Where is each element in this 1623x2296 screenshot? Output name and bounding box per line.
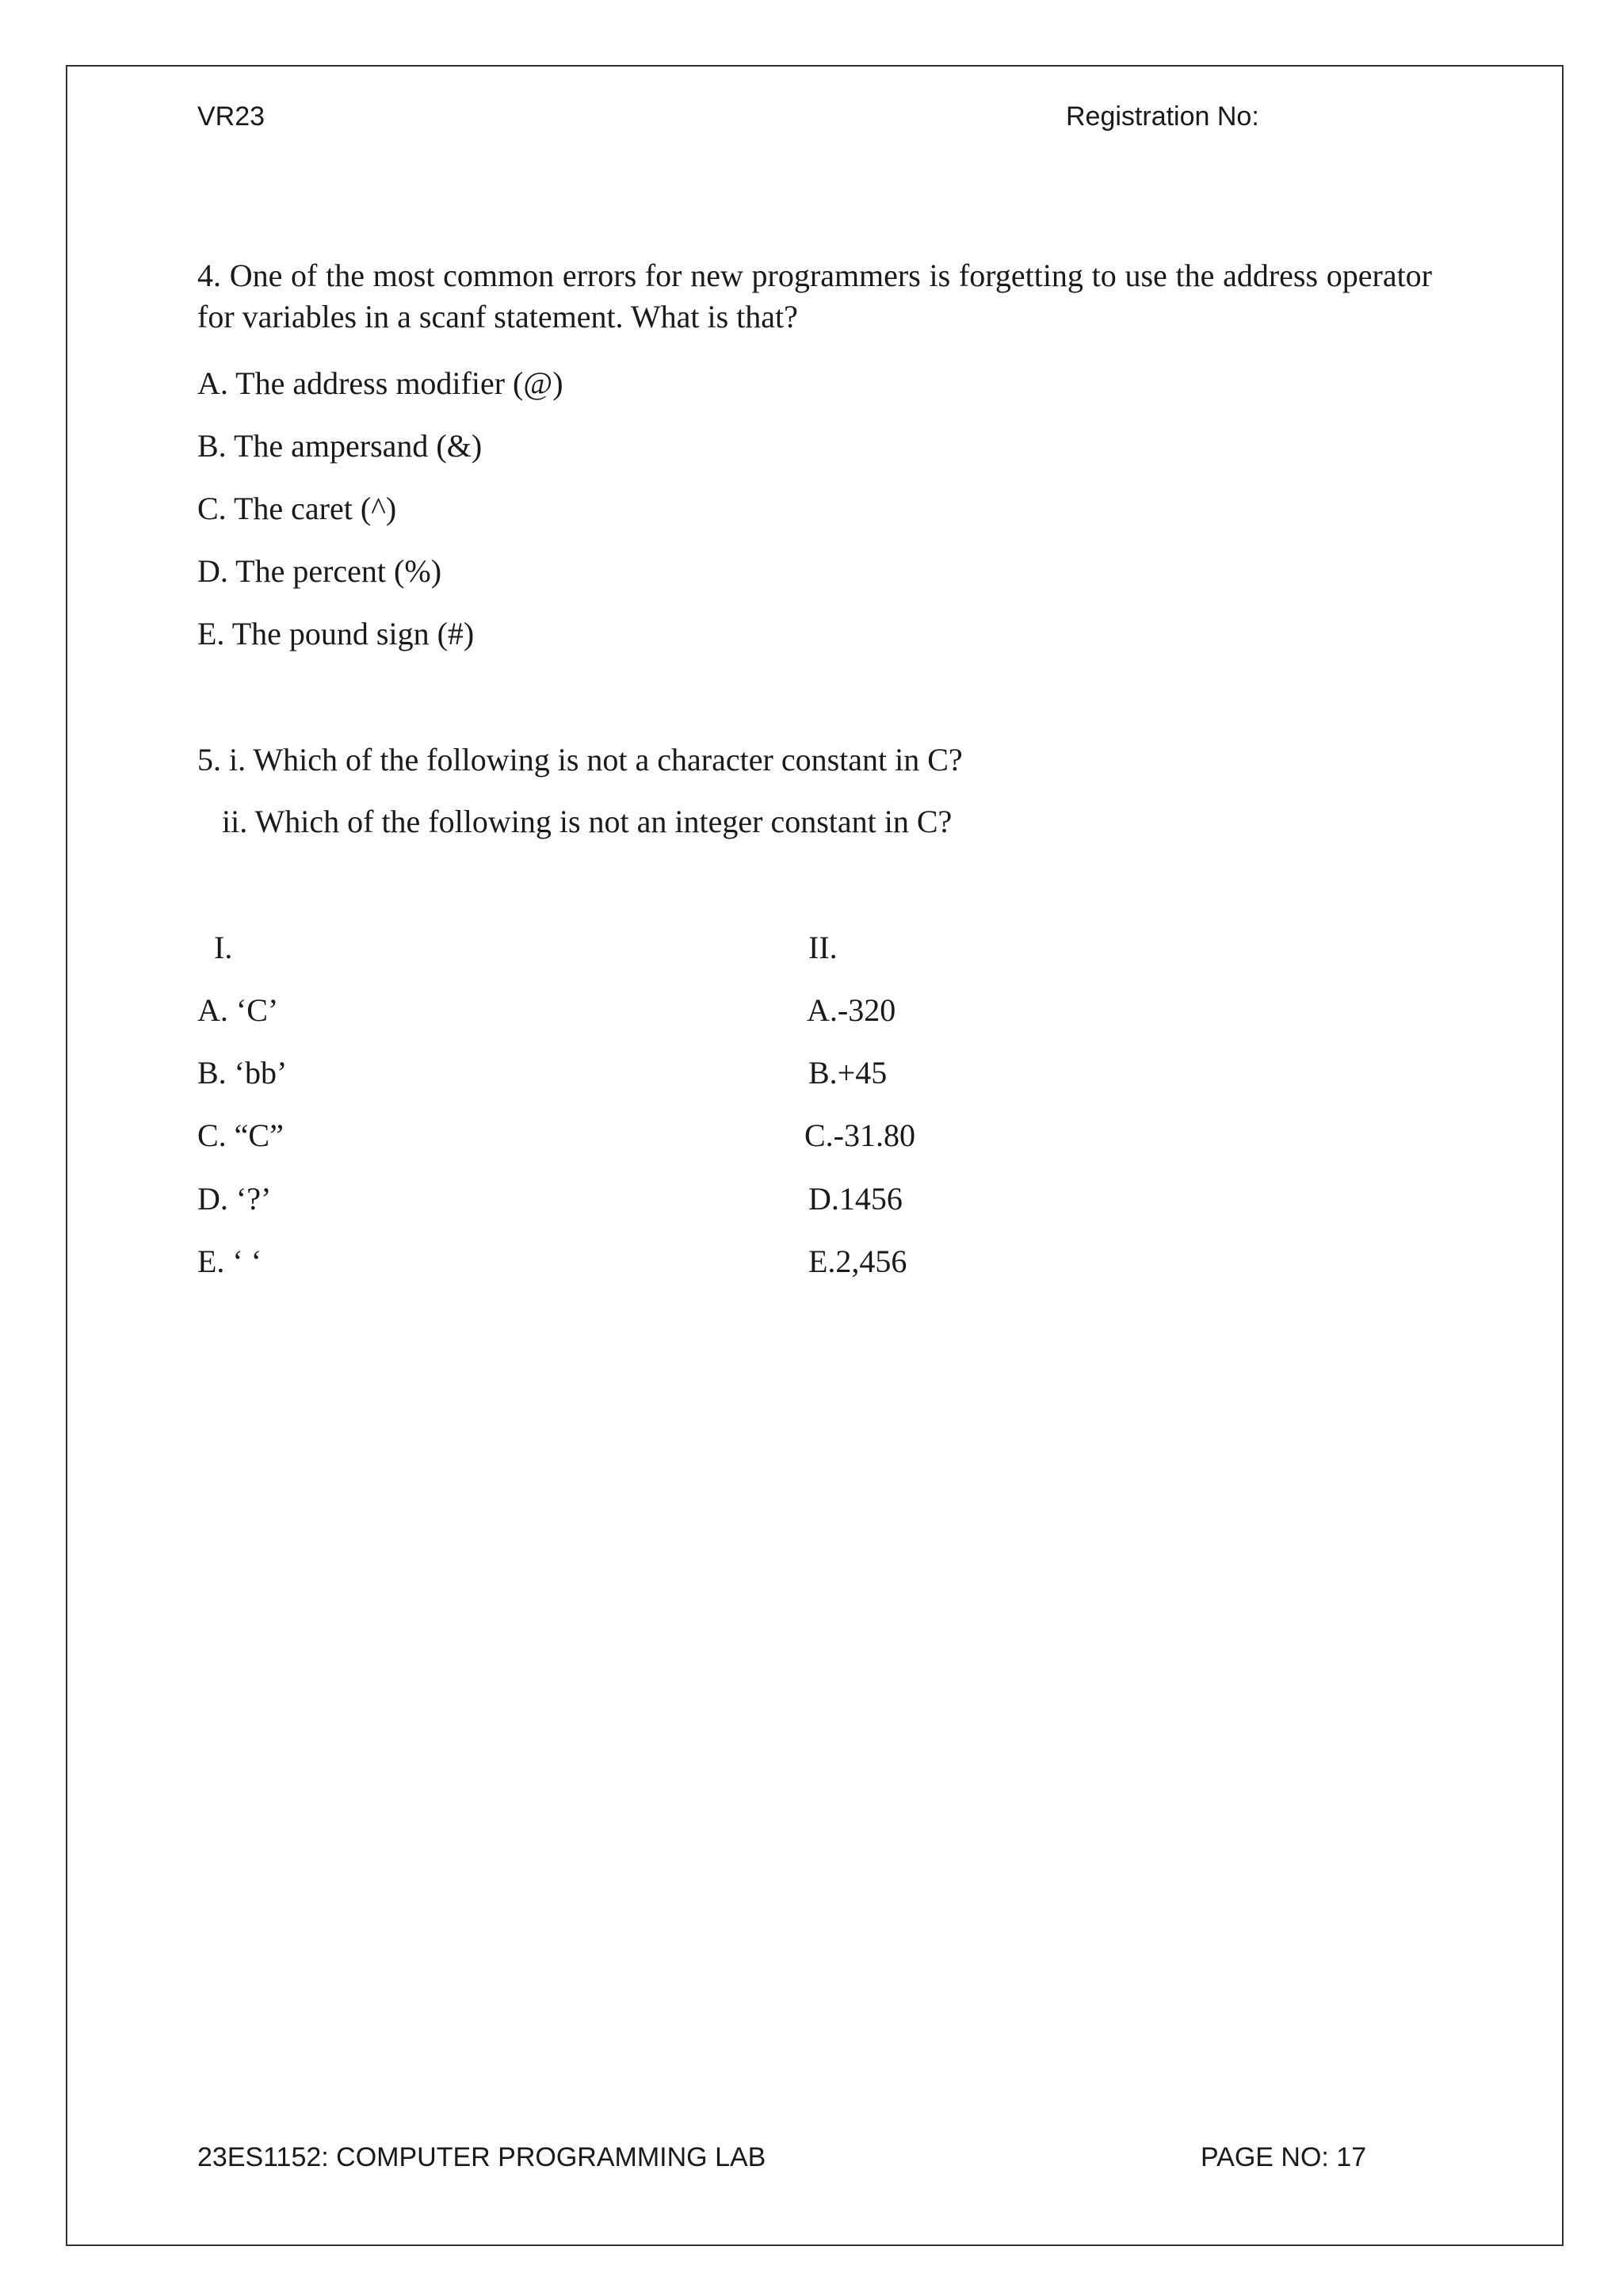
q4-option-a: A. The address modifier (@) xyxy=(197,365,563,401)
q4-option-b: B. The ampersand (&) xyxy=(197,428,483,464)
q5-col1-heading: I. xyxy=(214,930,233,965)
q5-col2-option-e: E.2,456 xyxy=(808,1244,907,1279)
footer-course-title: 23ES1152: COMPUTER PROGRAMMING LAB xyxy=(197,2142,766,2172)
q5-col1-option-b: B. ‘bb’ xyxy=(197,1055,288,1091)
question-4-text: 4. One of the most common errors for new programmers is forgetting to use the address operator for variables in a scanf statement. What is that? xyxy=(197,258,1432,334)
question-5-part-i: 5. i. Which of the following is not a character constant in C? xyxy=(197,742,963,777)
q5-col1-option-d: D. ‘?’ xyxy=(197,1181,272,1217)
q5-col2-option-d: D.1456 xyxy=(808,1181,903,1217)
q5-col2-option-c: C.-31.80 xyxy=(804,1117,915,1153)
q5-col2-option-b: B.+45 xyxy=(808,1055,888,1091)
q5-col2-option-a: A.-320 xyxy=(807,992,896,1028)
header-course-code: VR23 xyxy=(197,101,265,132)
question-5-part-ii: ii. Which of the following is not an integer constant in C? xyxy=(222,804,953,839)
q5-col1-option-e: E. ‘ ‘ xyxy=(197,1244,262,1279)
footer-page-number: PAGE NO: 17 xyxy=(1201,2142,1367,2172)
q5-col1-option-c: C. “C” xyxy=(197,1117,284,1153)
q5-col2-heading: II. xyxy=(808,930,838,965)
q4-option-c: C. The caret (^) xyxy=(197,491,397,526)
header-registration-label: Registration No: xyxy=(1066,101,1259,132)
q4-option-d: D. The percent (%) xyxy=(197,553,442,589)
q5-col1-option-a: A. ‘C’ xyxy=(197,992,279,1028)
q4-option-e: E. The pound sign (#) xyxy=(197,616,475,651)
